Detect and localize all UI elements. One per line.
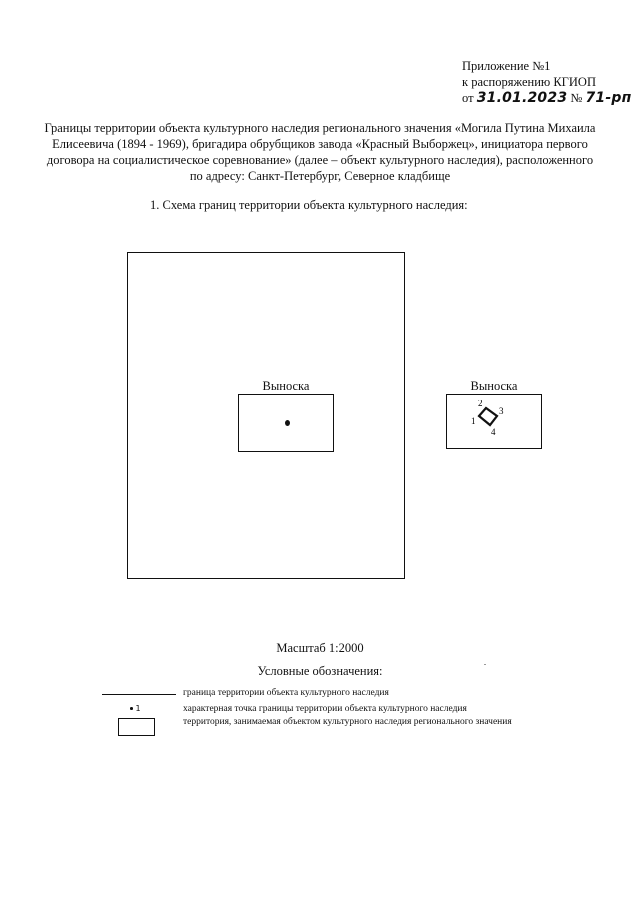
order-date-line (462, 90, 632, 106)
legend-boundary-line-symbol (102, 694, 176, 695)
map-scale: Масштаб 1:2000 (276, 641, 364, 655)
number-prefix: № (570, 91, 583, 105)
point-dot-icon (130, 707, 133, 710)
order-number: 71-рп (585, 90, 632, 106)
boundary-point-4-label: 4 (491, 427, 496, 437)
legend-item-territory: территория, занимаемая объектом культурного наследия регионального значения (183, 717, 512, 727)
boundary-point-1-label: 1 (471, 416, 476, 426)
legend-point-number: 1 (135, 704, 141, 713)
order-date: 31.01.2023 (476, 90, 568, 106)
boundary-detail-diagram (470, 400, 510, 440)
section-heading: 1. Схема границ территории объекта культурного наследия: (150, 198, 468, 212)
scan-speck (484, 664, 486, 665)
callout-label-main: Выноска (262, 379, 310, 393)
callout-label-detail: Выноска (470, 379, 518, 393)
date-prefix: от (462, 91, 474, 105)
order-reference: к распоряжению КГИОП (462, 75, 596, 89)
legend-point-symbol (130, 704, 141, 713)
appendix-block (462, 58, 632, 106)
legend-item-point: характерная точка границы территории объекта культурного наследия (183, 704, 467, 714)
legend-title: Условные обозначения: (257, 664, 383, 678)
boundary-polygon (479, 408, 497, 425)
boundary-point-3-label: 3 (499, 406, 504, 416)
legend-item-boundary: граница территории объекта культурного наследия (183, 688, 389, 698)
document-title: Границы территории объекта культурного наследия регионального значения «Могила Путина Михаила Елисеевича (1894 - 1969), бригадира обрубщиков завода «Красный Выборжец», инициатора первого договора на социалистическое соревнование» (далее – объект культурного наследия), расположенного по адресу: Санкт-Петербург, Северное кладбище (44, 121, 596, 183)
legend-area-symbol (118, 718, 155, 736)
boundary-point-2-label: 2 (478, 400, 483, 408)
object-location-marker (285, 420, 290, 426)
appendix-title: Приложение №1 (462, 59, 551, 73)
